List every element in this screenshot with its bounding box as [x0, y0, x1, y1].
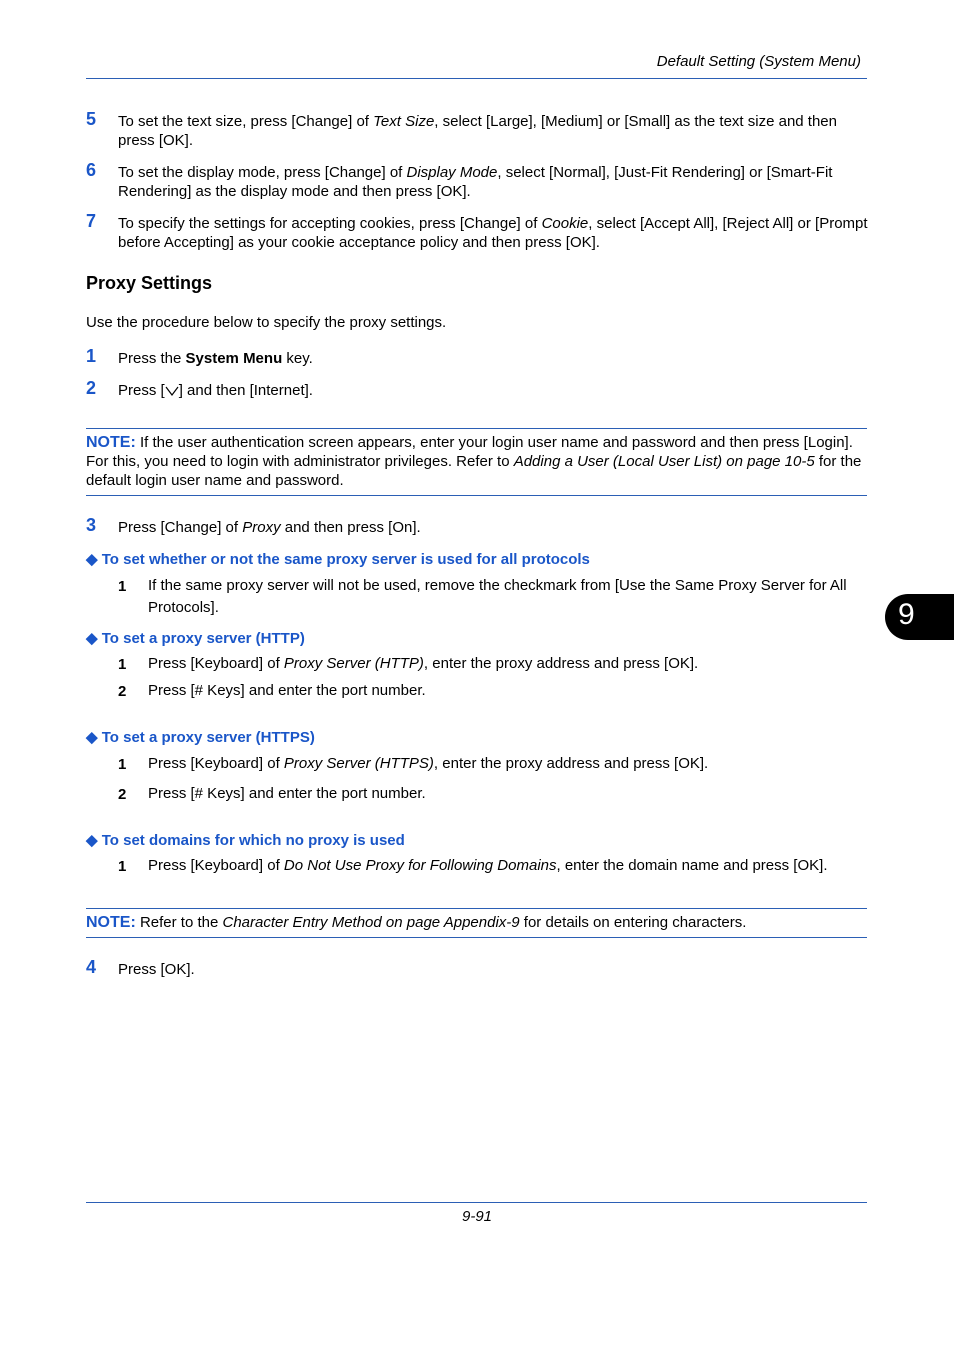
step-text [118, 349, 868, 368]
text-run: Text Size [373, 113, 435, 130]
section-intro: Use the procedure below to specify the proxy settings. [86, 314, 447, 331]
substep-text [148, 680, 868, 702]
chapter-tab [885, 594, 954, 640]
text-run: , select [Normal], [Just-Fit Rendering] or [Smart-Fit Rendering] as the display mode and then press [OK]. [118, 164, 833, 200]
note-label: NOTE: [86, 434, 136, 451]
step-number: 2 [86, 378, 97, 398]
substep-text [148, 855, 868, 877]
substep-text [148, 653, 868, 675]
section-title: Proxy Settings [86, 273, 213, 293]
text-run: , select [Accept All], [Reject All] or [Prompt before Accepting] as your cookie acceptance policy and then press [OK]. [118, 215, 868, 251]
subsection-title: To set whether or not the same proxy server is used for all protocols [101, 551, 590, 568]
step-text [118, 518, 868, 537]
step-number: 5 [86, 109, 97, 129]
text-run: , select [Large], [Medium] or [Small] as the text size and then press [OK]. [118, 113, 837, 149]
note-box [86, 913, 867, 932]
subsection-heading [86, 831, 405, 849]
note-box [86, 433, 867, 490]
subsection-title: To set a proxy server (HTTP) [101, 630, 305, 647]
text-run: Press [Keyboard] of [148, 857, 284, 874]
text-run: Press [# Keys] and enter the port number. [148, 682, 426, 699]
text-run: Cookie [541, 215, 589, 232]
text-run: Press [Change] of [118, 519, 243, 536]
diamond-bullet-icon: ◆ [86, 551, 98, 568]
text-run: Display Mode [406, 164, 498, 181]
subsection-heading [86, 629, 305, 647]
subsection-title: To set a proxy server (HTTPS) [101, 729, 315, 746]
text-run: key. [282, 350, 313, 367]
substep-number: 2 [118, 786, 127, 803]
text-run: If the same proxy server will not be used, remove the checkmark from [Use the Same Proxy Server for All Protocols]. [148, 577, 847, 616]
text-run: Proxy Server (HTTP) [283, 655, 424, 672]
page-number: 9-91 [461, 1208, 493, 1225]
substep-text [148, 753, 868, 775]
step-text: Press [OK]. [118, 961, 195, 978]
step-text [118, 214, 868, 252]
subsection-heading [86, 728, 315, 746]
text-run: , enter the proxy address and press [OK]. [423, 655, 699, 672]
text-run: for the default login user name and password. [86, 453, 862, 489]
text-run: To specify the settings for accepting cookies, press [Change] of [118, 215, 542, 232]
step-text [118, 381, 868, 400]
note-rule-top [86, 428, 867, 429]
step-text [118, 112, 868, 150]
note-rule-top [86, 908, 867, 909]
chapter-number: 9 [898, 598, 915, 631]
text-run: Adding a User (Local User List) on page 10-5 [513, 453, 815, 470]
diamond-bullet-icon: ◆ [86, 630, 98, 647]
step-number: 3 [86, 515, 97, 535]
text-run: Press the [118, 350, 186, 367]
text-run: Press [# Keys] and enter the port number. [148, 785, 426, 802]
note-rule-bottom [86, 495, 867, 496]
text-run: To set the text size, press [Change] of [118, 113, 374, 130]
subsection-title: To set domains for which no proxy is used [101, 832, 405, 849]
step-number: 1 [86, 346, 97, 366]
header-rule [86, 78, 867, 79]
footer-rule [86, 1202, 867, 1203]
text-run: Character Entry Method on page Appendix-9 [222, 914, 520, 931]
text-run: System Menu [185, 350, 283, 367]
text-run: , enter the proxy address and press [OK]. [433, 755, 709, 772]
text-run: Press [Keyboard] of [148, 755, 284, 772]
note-rule-bottom [86, 937, 867, 938]
step-text-before: Press [ [118, 382, 165, 399]
note-text [136, 914, 747, 931]
step-text [118, 163, 868, 201]
substep-number: 1 [118, 578, 127, 595]
text-run: , enter the domain name and press [OK]. [556, 857, 828, 874]
diamond-bullet-icon: ◆ [86, 729, 98, 746]
subsection-heading [86, 550, 590, 568]
text-run: for details on entering characters. [519, 914, 747, 931]
diamond-bullet-icon: ◆ [86, 832, 98, 849]
text-run: If the user authentication screen appears, enter your login user name and password and then press [Login]. For this, you need to login with administrator privileges. Refer to [86, 434, 853, 470]
step-text-after: ] and then [Internet]. [178, 382, 313, 399]
note-label: NOTE: [86, 914, 136, 931]
note-text [86, 434, 861, 489]
text-run: and then press [On]. [280, 519, 421, 536]
text-run: Proxy Server (HTTPS) [283, 755, 434, 772]
text-run: To set the display mode, press [Change] of [118, 164, 407, 181]
substep-number: 1 [118, 756, 127, 773]
substep-text [148, 575, 868, 619]
text-run: Proxy [242, 519, 281, 536]
step-number: 4 [86, 957, 97, 977]
text-run: Do Not Use Proxy for Following Domains [283, 857, 557, 874]
substep-number: 2 [118, 683, 127, 700]
step-number: 6 [86, 160, 97, 180]
substep-text [148, 783, 868, 805]
running-header: Default Setting (System Menu) [656, 53, 861, 70]
step-number: 7 [86, 211, 97, 231]
substep-number: 1 [118, 656, 127, 673]
text-run: Refer to the [135, 914, 223, 931]
substep-number: 1 [118, 858, 127, 875]
chevron-down-icon [165, 386, 179, 396]
text-run: Press [Keyboard] of [148, 655, 284, 672]
